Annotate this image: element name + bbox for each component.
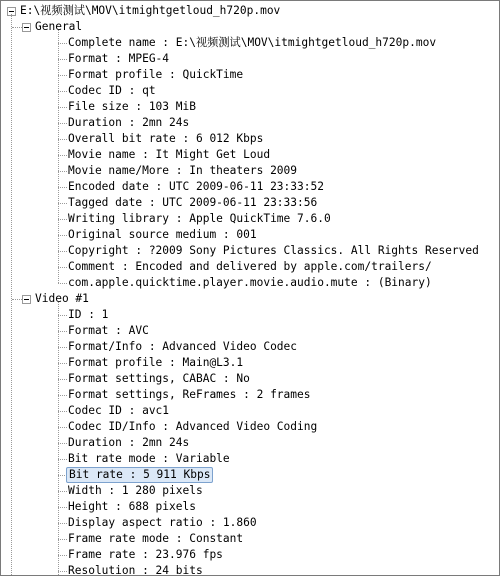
tree-leaf[interactable]	[1, 227, 499, 243]
tree-leaf-label: Overall bit rate : 6 012 Kbps	[68, 132, 264, 145]
tree-leaf[interactable]	[1, 243, 499, 259]
tree-leaf-label: Resolution : 24 bits	[68, 564, 203, 576]
tree-leaf-label: Frame rate mode : Constant	[68, 532, 244, 545]
tree-leaf[interactable]	[1, 483, 499, 499]
tree-leaf[interactable]	[1, 355, 499, 371]
tree-leaf[interactable]	[1, 275, 499, 291]
tree-leaf[interactable]	[1, 515, 499, 531]
tree-leaf[interactable]	[1, 339, 499, 355]
tree-leaf-label: File size : 103 MiB	[68, 100, 196, 113]
section-label-video: Video #1	[35, 292, 89, 305]
tree-leaf[interactable]	[1, 499, 499, 515]
tree-leaf[interactable]	[1, 51, 499, 67]
tree-leaf-label: Format/Info : Advanced Video Codec	[68, 340, 298, 353]
tree-leaf[interactable]	[1, 371, 499, 387]
tree-leaf[interactable]	[1, 387, 499, 403]
tree-leaf-label: Height : 688 pixels	[68, 500, 196, 513]
tree-leaf-label: Writing library : Apple QuickTime 7.6.0	[68, 212, 331, 225]
tree-leaf-label: Format : MPEG-4	[68, 52, 170, 65]
tree-leaf[interactable]	[1, 547, 499, 563]
tree-leaf[interactable]	[1, 259, 499, 275]
tree-leaf-label: Codec ID : qt	[68, 84, 156, 97]
tree-leaf-label: Codec ID/Info : Advanced Video Coding	[68, 420, 318, 433]
tree-leaf-label: ID : 1	[68, 308, 109, 321]
root-file-label: E:\视频测试\MOV\itmightgetloud_h720p.mov	[20, 4, 281, 17]
tree-leaf-label: Tagged date : UTC 2009-06-11 23:33:56	[68, 196, 318, 209]
tree-leaf-label: Format settings, ReFrames : 2 frames	[68, 388, 311, 401]
tree-leaf[interactable]	[1, 211, 499, 227]
tree-leaf[interactable]	[1, 99, 499, 115]
tree-leaf-label: Duration : 2mn 24s	[68, 116, 190, 129]
tree-leaf[interactable]	[1, 115, 499, 131]
tree-leaf[interactable]	[1, 83, 499, 99]
tree-leaf[interactable]	[1, 35, 499, 51]
tree-leaf-label: Movie name : It Might Get Loud	[68, 148, 271, 161]
tree-leaf[interactable]	[1, 451, 499, 467]
tree-node-root[interactable]	[1, 3, 499, 19]
tree-connector	[12, 299, 22, 300]
tree-leaf-label: Complete name : E:\视频测试\MOV\itmightgetloud_h720p.mov	[68, 36, 437, 49]
tree-connector-general	[58, 30, 59, 283]
tree-leaf-label: Comment : Encoded and delivered by apple.com/trailers/	[68, 260, 432, 273]
tree-leaf-label: Format profile : QuickTime	[68, 68, 244, 81]
tree-leaf-label: Duration : 2mn 24s	[68, 436, 190, 449]
tree-leaf-label: Copyright : ?2009 Sony Pictures Classics. All Rights Reserved	[68, 244, 479, 257]
tree-leaf-label: Display aspect ratio : 1.860	[68, 516, 257, 529]
tree-leaf[interactable]	[1, 147, 499, 163]
tree-leaf-label: Format profile : Main@L3.1	[68, 356, 244, 369]
tree-leaf[interactable]	[1, 163, 499, 179]
tree-leaf[interactable]	[1, 403, 499, 419]
tree-connector	[12, 27, 22, 28]
section-label-general: General	[35, 20, 83, 33]
tree-leaf[interactable]	[1, 419, 499, 435]
tree-leaf[interactable]	[1, 435, 499, 451]
tree-leaf[interactable]	[1, 67, 499, 83]
tree-leaf-label: Bit rate mode : Variable	[68, 452, 230, 465]
tree-leaf-label: Frame rate : 23.976 fps	[68, 548, 223, 561]
tree-node-video[interactable]	[1, 291, 499, 307]
tree-leaf[interactable]	[1, 531, 499, 547]
tree-leaf[interactable]	[1, 563, 499, 576]
tree-leaf-label: Format settings, CABAC : No	[68, 372, 250, 385]
collapse-icon[interactable]	[22, 295, 31, 304]
tree-leaf-label: Movie name/More : In theaters 2009	[68, 164, 298, 177]
tree-leaf[interactable]	[1, 467, 499, 483]
tree-leaf-label: Format : AVC	[68, 324, 149, 337]
tree-leaf-label: Codec ID : avc1	[68, 404, 170, 417]
tree-leaf[interactable]	[1, 307, 499, 323]
tree-leaf-label: Width : 1 280 pixels	[68, 484, 203, 497]
tree-connector-video	[58, 302, 59, 576]
tree-node-general[interactable]	[1, 19, 499, 35]
tree-leaf[interactable]	[1, 179, 499, 195]
tree-leaf-label: Encoded date : UTC 2009-06-11 23:33:52	[68, 180, 324, 193]
tree-leaf[interactable]	[1, 131, 499, 147]
collapse-icon[interactable]	[22, 23, 31, 32]
tree-leaf[interactable]	[1, 195, 499, 211]
tree-leaf-label: Original source medium : 001	[68, 228, 257, 241]
tree-leaf-label: com.apple.quicktime.player.movie.audio.mute : (Binary)	[68, 276, 432, 289]
tree-leaf-label-selected: Bit rate : 5 911 Kbps	[66, 467, 213, 483]
tree-leaf[interactable]	[1, 323, 499, 339]
